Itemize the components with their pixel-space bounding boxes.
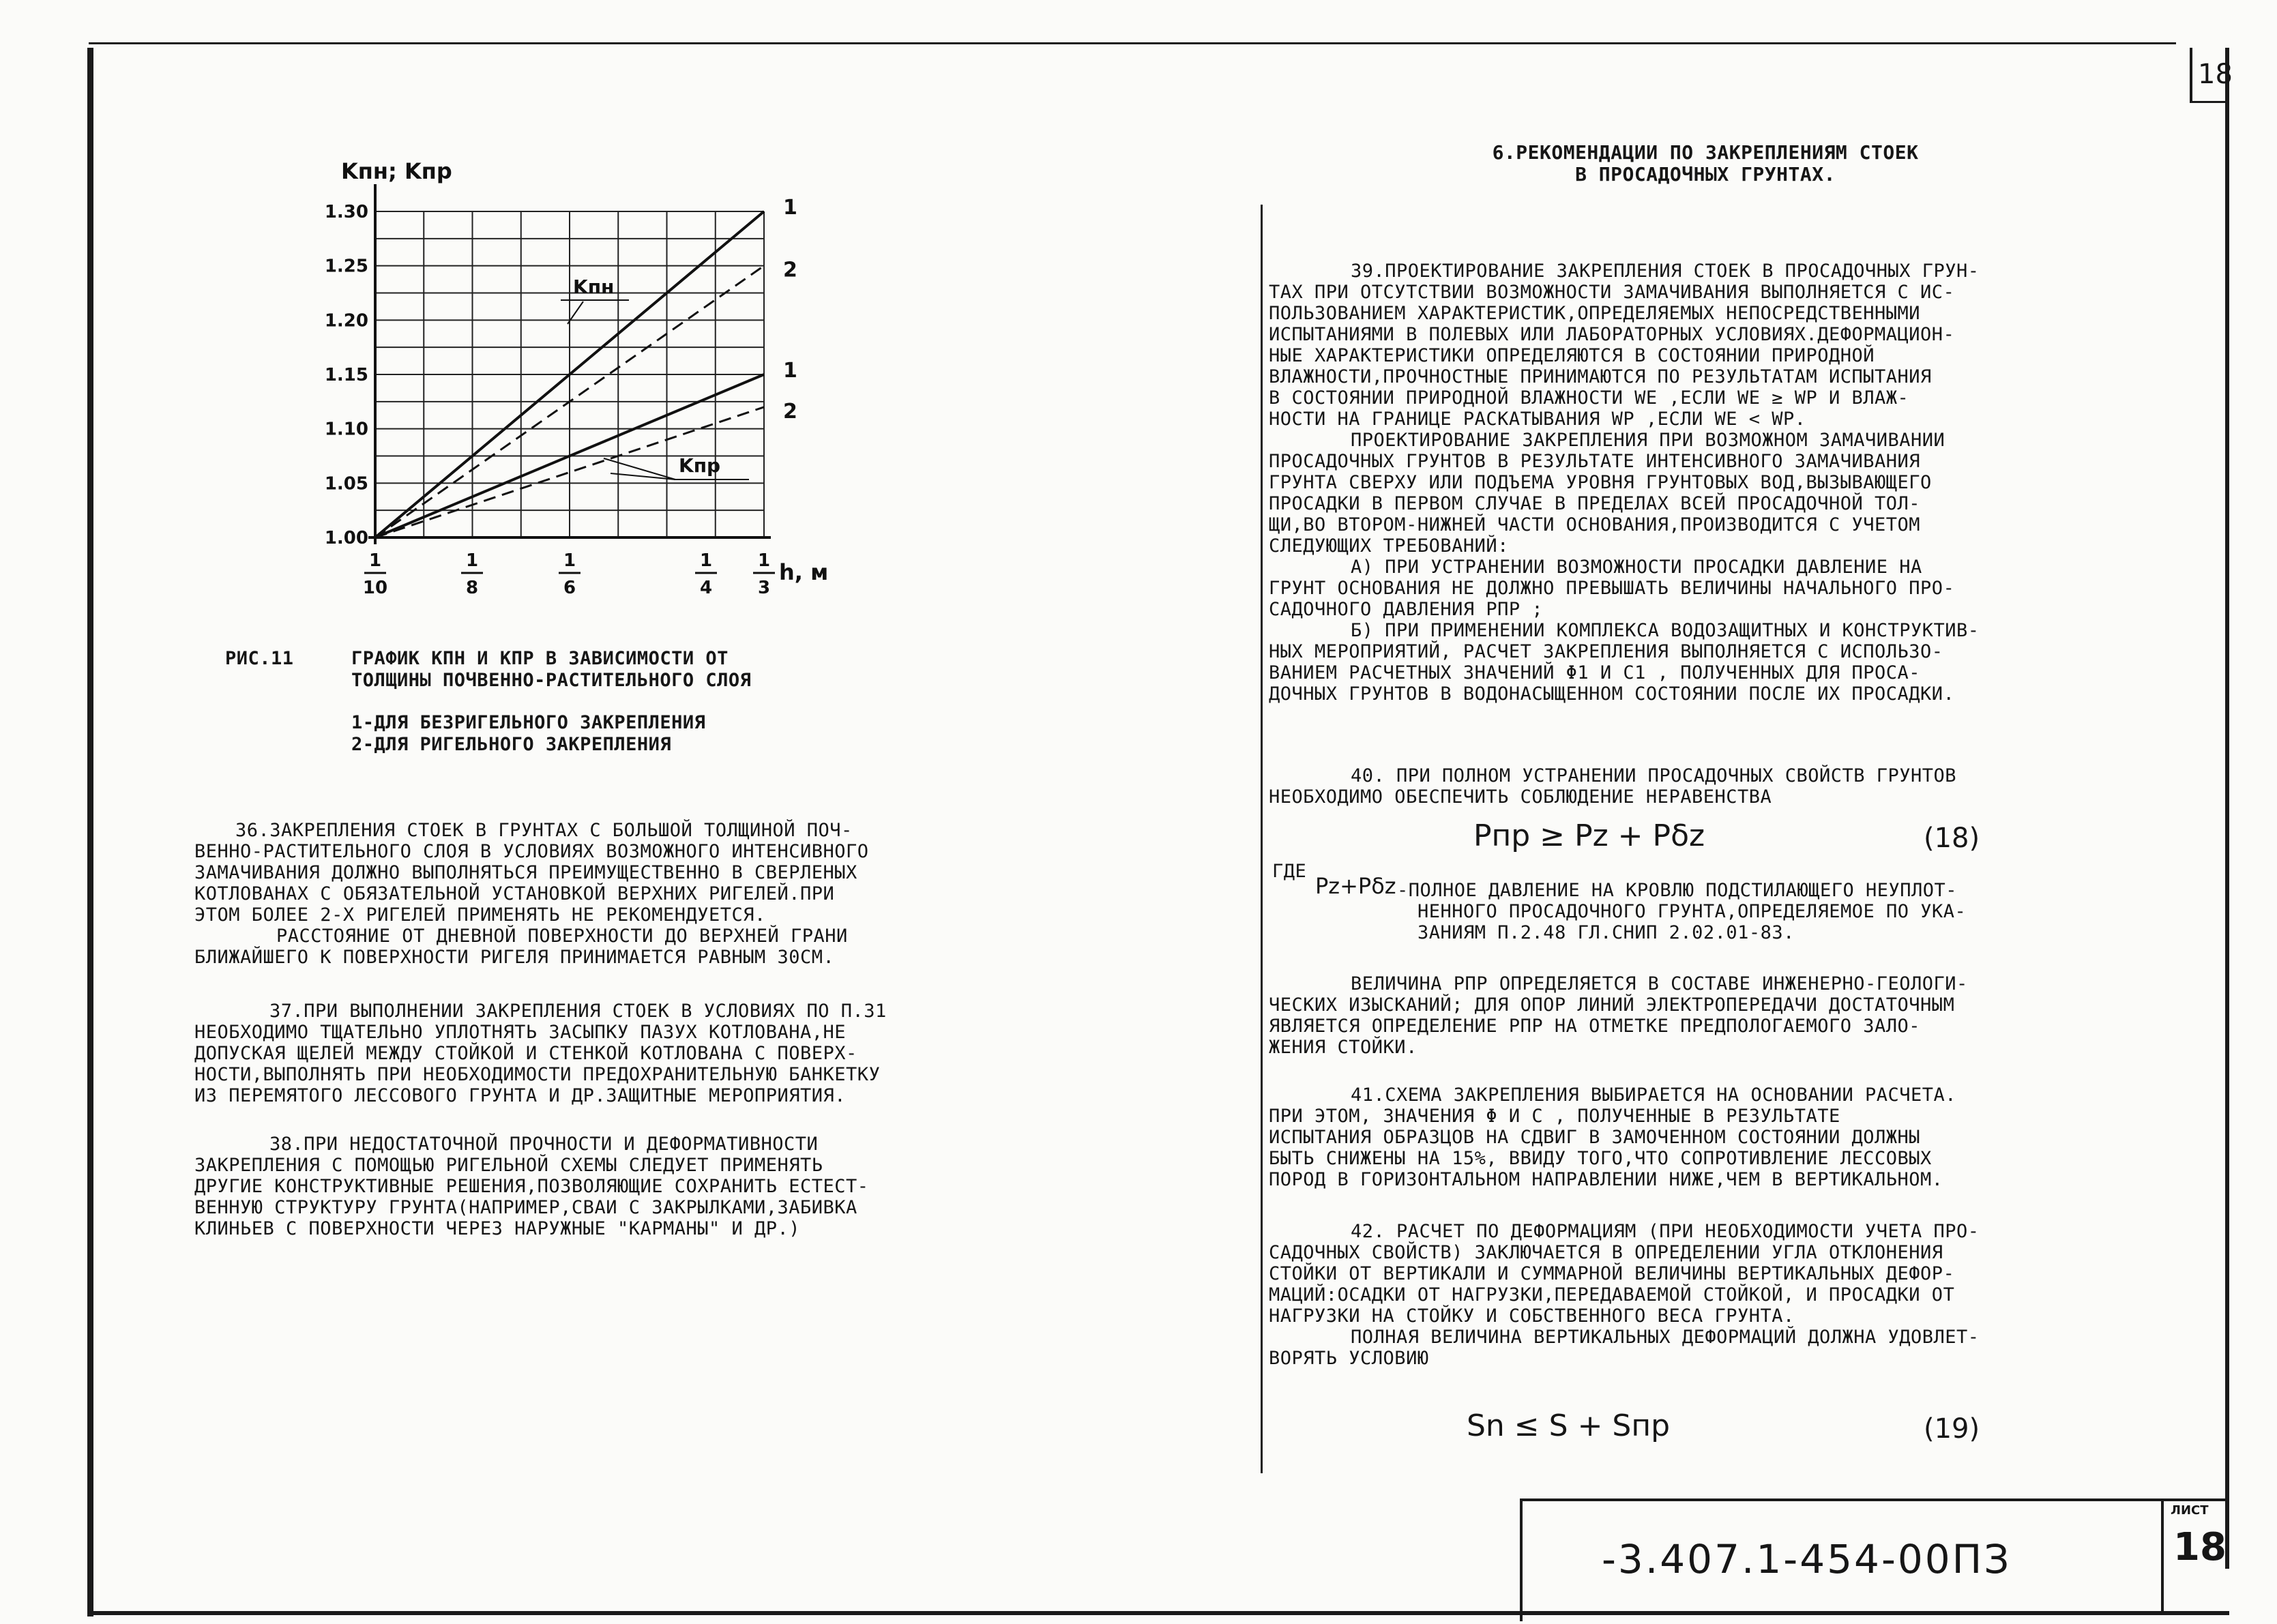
stamp-label: ЛИСТ <box>2171 1503 2209 1518</box>
text-line: КОТЛОВАНАХ С ОБЯЗАТЕЛЬНОЙ УСТАНОВКОЙ ВЕРХНИХ РИГЕЛЕЙ.ПРИ <box>194 883 835 904</box>
y-tick-label: 1.10 <box>324 419 368 440</box>
y-tick-label: 1.20 <box>324 310 368 331</box>
text-line: ЧЕСКИХ ИЗЫСКАНИЙ; ДЛЯ ОПОР ЛИНИЙ ЭЛЕКТРОПЕРЕДАЧИ ДОСТАТОЧНЫМ <box>1269 994 1955 1016</box>
where-symbol: Pz+Pδz <box>1315 873 1396 899</box>
formula-19-number: (19) <box>1924 1413 1980 1445</box>
x-tick-denominator: 10 <box>362 578 388 598</box>
section-heading-line1: 6.РЕКОМЕНДАЦИИ ПО ЗАКРЕПЛЕНИЯМ СТОЕК <box>1492 141 1919 164</box>
text-line: 40. ПРИ ПОЛНОМ УСТРАНЕНИИ ПРОСАДОЧНЫХ СВОЙСТВ ГРУНТОВ <box>1351 765 1957 786</box>
formula-19: Sn ≤ S + Sпр <box>1467 1408 1671 1443</box>
text-line: ПРОЕКТИРОВАНИЕ ЗАКРЕПЛЕНИЯ ПРИ ВОЗМОЖНОМ ЗАМАЧИВАНИИ <box>1351 430 1945 451</box>
text-line: 38.ПРИ НЕДОСТАТОЧНОЙ ПРОЧНОСТИ И ДЕФОРМАТИВНОСТИ <box>269 1134 819 1155</box>
text-line: ЭТОМ БОЛЕЕ 2-Х РИГЕЛЕЙ ПРИМЕНЯТЬ НЕ РЕКОМЕНДУЕТСЯ. <box>194 904 766 926</box>
title-block-left <box>1520 1498 1523 1621</box>
text-line: 37.ПРИ ВЫПОЛНЕНИИ ЗАКРЕПЛЕНИЯ СТОЕК В УСЛОВИЯХ ПО П.31 <box>269 1001 887 1022</box>
text-line: БЫТЬ СНИЖЕНЫ НА 15%, ВВИДУ ТОГО,ЧТО СОПРОТИВЛЕНИЕ ЛЕССОВЫХ <box>1269 1148 1932 1169</box>
text-line: ЖЕНИЯ СТОЙКИ. <box>1269 1037 1417 1058</box>
text-line: ГРУНТ ОСНОВАНИЯ НЕ ДОЛЖНО ПРЕВЫШАТЬ ВЕЛИЧИНЫ НАЧАЛЬНОГО ПРО- <box>1269 578 1955 599</box>
text-line: НАГРУЗКИ НА СТОЙКУ И СОБСТВЕННОГО ВЕСА ГРУНТА. <box>1269 1305 1795 1327</box>
paragraph-40 <box>1269 765 2108 808</box>
text-line: ГРУНТА СВЕРХУ ИЛИ ПОДЪЕМА УРОВНЯ ГРУНТОВЫХ ВОД,ВЫЗЫВАЮЩЕГО <box>1269 472 1932 493</box>
y-tick-label: 1.00 <box>324 528 368 548</box>
text-line: РАССТОЯНИЕ ОТ ДНЕВНОЙ ПОВЕРХНОСТИ ДО ВЕРХНЕЙ ГРАНИ <box>276 926 848 947</box>
text-line: ВЕННО-РАСТИТЕЛЬНОГО СЛОЯ В УСЛОВИЯХ ВОЗМОЖНОГО ИНТЕНСИВНОГО <box>194 841 869 862</box>
text-line: Б) ПРИ ПРИМЕНЕНИИ КОМПЛЕКСА ВОДОЗАЩИТНЫХ И КОНСТРУКТИВ- <box>1351 620 1980 641</box>
x-tick-denominator: 3 <box>757 578 771 598</box>
paragraph-41 <box>1269 1084 2108 1190</box>
x-axis-label: h, м <box>779 559 829 585</box>
text-line: ДОПУСКАЯ ЩЕЛЕЙ МЕЖДУ СТОЙКОЙ И СТЕНКОЙ КОТЛОВАНА С ПОВЕРХ- <box>194 1043 857 1064</box>
y-tick-label: 1.15 <box>324 365 368 385</box>
figure-caption-line1: ГРАФИК KПН И KПР В ЗАВИСИМОСТИ ОТ <box>351 648 729 669</box>
where-explanation <box>1397 880 2113 943</box>
text-line: ПРИ ЭТОМ, ЗНАЧЕНИЯ Φ И C , ПОЛУЧЕННЫЕ В РЕЗУЛЬТАТЕ <box>1269 1106 1840 1127</box>
annotation-kpn: Kпн <box>573 276 615 298</box>
x-tick-numerator: 1 <box>563 550 576 571</box>
chart-fig11 <box>314 157 873 634</box>
text-line: ВЕННУЮ СТРУКТУРУ ГРУНТА(НАПРИМЕР,СВАИ С ЗАКРЫЛКАМИ,ЗАБИВКА <box>194 1197 857 1218</box>
paragraph-42 <box>1269 1221 2108 1369</box>
text-line: ИСПЫТАНИЯ ОБРАЗЦОВ НА СДВИГ В ЗАМОЧЕННОМ СОСТОЯНИИ ДОЛЖНЫ <box>1269 1127 1921 1148</box>
text-line: ВОРЯТЬ УСЛОВИЮ <box>1269 1348 1429 1369</box>
title-block-stamp-divider <box>2161 1501 2164 1613</box>
series-end-label: 1 <box>783 359 797 383</box>
text-line: НЕОБХОДИМО ТЩАТЕЛЬНО УПЛОТНЯТЬ ЗАСЫПКУ ПАЗУХ КОТЛОВАНА,НЕ <box>194 1022 847 1043</box>
text-line: ПОЛЬЗОВАНИЕМ ХАРАКТЕРИСТИК,ОПРЕДЕЛЯЕМЫХ НЕПОСРЕДСТВЕННЫМИ <box>1269 303 1921 324</box>
text-line: ТАХ ПРИ ОТСУТСТВИИ ВОЗМОЖНОСТИ ЗАМАЧИВАНИЯ ВЫПОЛНЯЕТСЯ С ИС- <box>1269 282 1955 303</box>
x-tick-numerator: 1 <box>699 550 713 571</box>
text-line: ЗАКРЕПЛЕНИЯ С ПОМОЩЬЮ РИГЕЛЬНОЙ СХЕМЫ СЛЕДУЕТ ПРИМЕНЯТЬ <box>194 1155 823 1176</box>
frame-bottom-border <box>89 1611 2229 1615</box>
text-line: ВЛАЖНОСТИ,ПРОЧНОСТНЫЕ ПРИНИМАЮТСЯ ПО РЕЗУЛЬТАТАМ ИСПЫТАНИЯ <box>1269 366 1932 387</box>
text-line: ДРУГИЕ КОНСТРУКТИВНЫЕ РЕШЕНИЯ,ПОЗВОЛЯЮЩИЕ СОХРАНИТЬ ЕСТЕСТ- <box>194 1176 869 1197</box>
text-line: ВЕЛИЧИНА PПР ОПРЕДЕЛЯЕТСЯ В СОСТАВЕ ИНЖЕНЕРНО-ГЕОЛОГИ- <box>1351 973 1968 994</box>
text-line: СЛЕДУЮЩИХ ТРЕБОВАНИЙ: <box>1269 535 1509 557</box>
paragraph-38 <box>194 1134 1033 1239</box>
text-line: ПОЛНАЯ ВЕЛИЧИНА ВЕРТИКАЛЬНЫХ ДЕФОРМАЦИЙ ДОЛЖНА УДОВЛЕТ- <box>1351 1327 1980 1348</box>
text-line: ИСПЫТАНИЯМИ В ПОЛЕВЫХ ИЛИ ЛАБОРАТОРНЫХ УСЛОВИЯХ.ДЕФОРМАЦИОН- <box>1269 324 1955 345</box>
text-line: БЛИЖАЙШЕГО К ПОВЕРХНОСТИ РИГЕЛЯ ПРИНИМАЕТСЯ РАВНЫМ 30СМ. <box>194 947 835 968</box>
x-tick-numerator: 1 <box>368 550 382 571</box>
paragraph-p-value <box>1269 973 2108 1058</box>
frame-right-border <box>2225 48 2229 1569</box>
where-label: ГДЕ <box>1272 861 1307 882</box>
figure-caption-line2: ТОЛЩИНЫ ПОЧВЕННО-РАСТИТЕЛЬНОГО СЛОЯ <box>351 670 752 691</box>
figure-label: РИС.11 <box>225 648 294 669</box>
sheet-number-box-bottom <box>2190 101 2228 103</box>
document-code: -3.407.1-454-00ПЗ <box>1602 1536 2012 1582</box>
paragraph-37 <box>194 1001 1033 1106</box>
text-line: ЗАНИЯМ П.2.48 ГЛ.СНИП 2.02.01-83. <box>1417 922 1795 943</box>
x-tick-numerator: 1 <box>757 550 771 571</box>
column-divider <box>1261 205 1263 1473</box>
x-tick-denominator: 8 <box>465 578 479 598</box>
text-line: ПОРОД В ГОРИЗОНТАЛЬНОМ НАПРАВЛЕНИИ НИЖЕ,ЧЕМ В ВЕРТИКАЛЬНОМ. <box>1269 1169 1943 1190</box>
text-line: 41.СХЕМА ЗАКРЕПЛЕНИЯ ВЫБИРАЕТСЯ НА ОСНОВАНИИ РАСЧЕТА. <box>1351 1084 1957 1106</box>
text-line: ВАНИЕМ РАСЧЕТНЫХ ЗНАЧЕНИЙ Φ1 И C1 , ПОЛУЧЕННЫХ ДЛЯ ПРОСА- <box>1269 662 1921 683</box>
figure-legend-1: 1-ДЛЯ БЕЗРИГЕЛЬНОГО ЗАКРЕПЛЕНИЯ <box>351 712 706 733</box>
series-end-label: 2 <box>783 399 797 424</box>
text-line: САДОЧНОГО ДАВЛЕНИЯ PПР ; <box>1269 599 1544 620</box>
paragraph-39 <box>1269 261 2108 705</box>
stamp-value: 18 <box>2173 1525 2227 1569</box>
text-line: 39.ПРОЕКТИРОВАНИЕ ЗАКРЕПЛЕНИЯ СТОЕК В ПРОСАДОЧНЫХ ГРУН- <box>1351 261 1980 282</box>
y-tick-label: 1.05 <box>324 473 368 494</box>
figure-legend-2: 2-ДЛЯ РИГЕЛЬНОГО ЗАКРЕПЛЕНИЯ <box>351 734 672 755</box>
text-line: А) ПРИ УСТРАНЕНИИ ВОЗМОЖНОСТИ ПРОСАДКИ ДАВЛЕНИЕ НА <box>1351 557 1922 578</box>
formula-18-number: (18) <box>1924 823 1980 854</box>
text-line: СТОЙКИ ОТ ВЕРТИКАЛИ И СУММАРНОЙ ВЕЛИЧИНЫ ВЕРТИКАЛЬНЫХ ДЕФОР- <box>1269 1263 1955 1284</box>
sheet-number-box-left <box>2190 48 2192 102</box>
text-line: ЯВЛЯЕТСЯ ОПРЕДЕЛЕНИЕ PПР НА ОТМЕТКЕ ПРЕДПОЛОГАЕМОГО ЗАЛО- <box>1269 1016 1921 1037</box>
x-tick-denominator: 4 <box>699 578 713 598</box>
text-line: КЛИНЬЕВ С ПОВЕРХНОСТИ ЧЕРЕЗ НАРУЖНЫЕ "КАРМАНЫ" И ДР.) <box>194 1218 801 1239</box>
text-line: НЫХ МЕРОПРИЯТИЙ, РАСЧЕТ ЗАКРЕПЛЕНИЯ ВЫПОЛНЯЕТСЯ С ИСПОЛЬЗО- <box>1269 641 1943 662</box>
annotation-kpr: Kпр <box>679 454 721 477</box>
text-line: 42. РАСЧЕТ ПО ДЕФОРМАЦИЯМ (ПРИ НЕОБХОДИМОСТИ УЧЕТА ПРО- <box>1351 1221 1980 1242</box>
text-line: ПРОСАДКИ В ПЕРВОМ СЛУЧАЕ В ПРЕДЕЛАХ ВСЕЙ ПРОСАДОЧНОЙ ТОЛ- <box>1269 493 1921 514</box>
y-tick-label: 1.30 <box>324 202 368 222</box>
text-line: В СОСТОЯНИИ ПРИРОДНОЙ ВЛАЖНОСТИ WE ,ЕСЛИ WE ≥ WP И ВЛАЖ- <box>1269 387 1909 409</box>
sheet-number: 18 <box>2198 59 2233 90</box>
x-tick-denominator: 6 <box>563 578 576 598</box>
paragraph-36 <box>194 820 1033 968</box>
text-line: НЕОБХОДИМО ОБЕСПЕЧИТЬ СОБЛЮДЕНИЕ НЕРАВЕНСТВА <box>1269 786 1772 808</box>
text-line: -ПОЛНОЕ ДАВЛЕНИЕ НА КРОВЛЮ ПОДСТИЛАЮЩЕГО НЕУПЛОТ- <box>1397 880 1958 901</box>
y-tick-label: 1.25 <box>324 256 368 277</box>
text-line: НЕННОГО ПРОСАДОЧНОГО ГРУНТА,ОПРЕДЕЛЯЕМОЕ ПО УКА- <box>1417 901 1967 922</box>
formula-18: Pпр ≥ Pz + Pδz <box>1473 818 1705 853</box>
text-line: ПРОСАДОЧНЫХ ГРУНТОВ В РЕЗУЛЬТАТЕ ИНТЕНСИВНОГО ЗАМАЧИВАНИЯ <box>1269 451 1921 472</box>
text-line: МАЦИЙ:ОСАДКИ ОТ НАГРУЗКИ,ПЕРЕДАВАЕМОЙ СТОЙКОЙ, И ПРОСАДКИ ОТ <box>1269 1284 1955 1305</box>
y-axis-label: Kпн; Kпр <box>341 158 452 184</box>
x-tick-numerator: 1 <box>465 550 479 571</box>
text-line: ДОЧНЫХ ГРУНТОВ В ВОДОНАСЫЩЕННОМ СОСТОЯНИИ ПОСЛЕ ИХ ПРОСАДКИ. <box>1269 683 1955 705</box>
text-line: НОСТИ,ВЫПОЛНЯТЬ ПРИ НЕОБХОДИМОСТИ ПРЕДОХРАНИТЕЛЬНУЮ БАНКЕТКУ <box>194 1064 881 1085</box>
text-line: ЗАМАЧИВАНИЯ ДОЛЖНО ВЫПОЛНЯТЬСЯ ПРЕИМУЩЕСТВЕННО В СВЕРЛЕНЫХ <box>194 862 857 883</box>
text-line: ЩИ,ВО ВТОРОМ-НИЖНЕЙ ЧАСТИ ОСНОВАНИЯ,ПРОИЗВОДИТСЯ С УЧЕТОМ <box>1269 514 1921 535</box>
title-block-top <box>1520 1498 2229 1501</box>
text-line: 36.ЗАКРЕПЛЕНИЯ СТОЕК В ГРУНТАХ С БОЛЬШОЙ ТОЛЩИНОЙ ПОЧ- <box>235 820 853 841</box>
series-end-label: 1 <box>783 196 797 220</box>
text-line: САДОЧНЫХ СВОЙСТВ) ЗАКЛЮЧАЕТСЯ В ОПРЕДЕЛЕНИИ УГЛА ОТКЛОНЕНИЯ <box>1269 1242 1943 1263</box>
series-end-label: 2 <box>783 258 797 282</box>
text-line: ИЗ ПЕРЕМЯТОГО ЛЕССОВОГО ГРУНТА И ДР.ЗАЩИТНЫЕ МЕРОПРИЯТИЯ. <box>194 1085 847 1106</box>
text-line: НЫЕ ХАРАКТЕРИСТИКИ ОПРЕДЕЛЯЮТСЯ В СОСТОЯНИИ ПРИРОДНОЙ <box>1269 345 1875 366</box>
frame-left-border <box>87 48 93 1616</box>
text-line: НОСТИ НА ГРАНИЦЕ РАСКАТЫВАНИЯ WP ,ЕСЛИ WE < WP. <box>1269 409 1806 430</box>
frame-top-border <box>89 42 2176 44</box>
section-heading-line2: В ПРОСАДОЧНЫХ ГРУНТАХ. <box>1575 163 1836 186</box>
